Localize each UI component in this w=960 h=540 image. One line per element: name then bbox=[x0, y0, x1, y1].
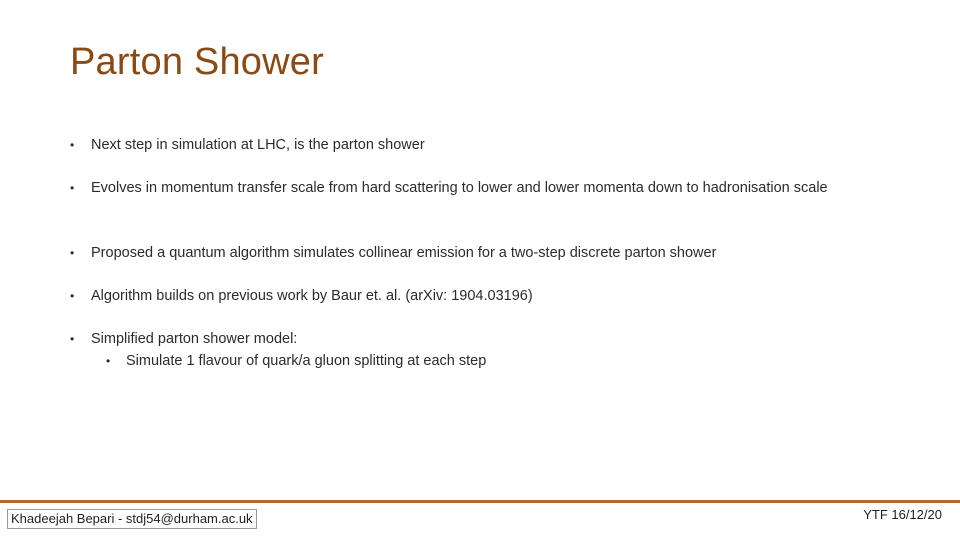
bullet-item bbox=[70, 134, 910, 156]
bullet-marker: • bbox=[70, 332, 75, 346]
footer-event-date: YTF 16/12/20 bbox=[863, 507, 942, 522]
sub-bullet-text: Simulate 1 flavour of quark/a gluon splitting at each step bbox=[126, 353, 487, 369]
bullet-item bbox=[70, 177, 910, 199]
footer-author-contact: Khadeejah Bepari - stdj54@durham.ac.uk bbox=[7, 509, 257, 529]
bullet-text: Next step in simulation at LHC, is the parton shower bbox=[91, 137, 425, 153]
sub-bullet-item bbox=[106, 350, 910, 372]
bullet-marker: • bbox=[70, 289, 75, 303]
bullet-text: Algorithm builds on previous work by Baur et. al. (arXiv: 1904.03196) bbox=[91, 288, 533, 304]
bullet-marker: • bbox=[70, 181, 75, 195]
bullet-text: Evolves in momentum transfer scale from hard scattering to lower and lower momenta down to hadronisation scale bbox=[91, 180, 828, 196]
footer-divider bbox=[0, 500, 960, 503]
bullet-text: Simplified parton shower model: bbox=[91, 331, 298, 347]
sub-bullet-marker: • bbox=[106, 354, 111, 368]
bullet-item bbox=[70, 328, 910, 372]
slide-title: Parton Shower bbox=[70, 41, 324, 83]
bullet-marker: • bbox=[70, 246, 75, 260]
bullet-marker: • bbox=[70, 138, 75, 152]
bullet-item bbox=[70, 285, 910, 307]
bullet-text: Proposed a quantum algorithm simulates collinear emission for a two-step discrete parton shower bbox=[91, 245, 717, 261]
bullet-item bbox=[70, 242, 910, 264]
